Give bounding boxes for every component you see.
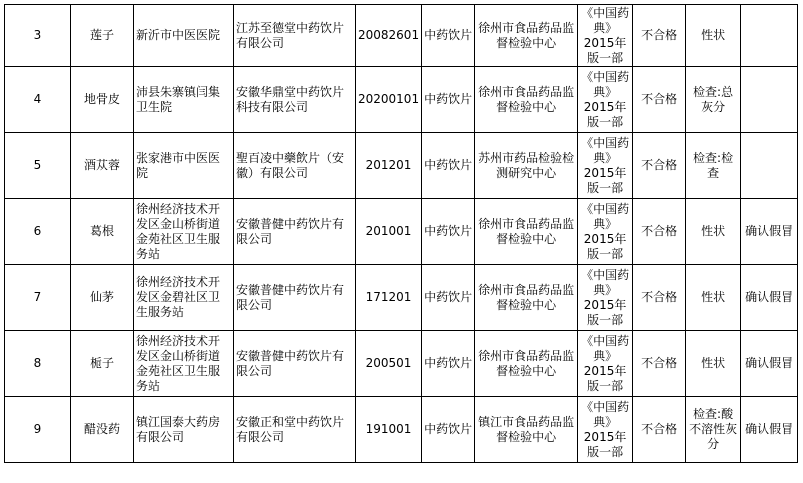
standard-cell: 《中国药典》2015年版一部	[578, 5, 633, 67]
failed-item-cell: 性状	[686, 199, 741, 265]
inspection-agency-cell: 苏州市药品检验检测研究中心	[475, 133, 578, 199]
manufacturer-cell: 聖百凌中藥飲片（安徽）有限公司	[234, 133, 356, 199]
sampled-unit-cell: 新沂市中医医院	[134, 5, 234, 67]
sampled-unit-cell: 张家港市中医医院	[134, 133, 234, 199]
batch-number-cell: 20200101	[356, 67, 422, 133]
drug-name-cell: 莲子	[71, 5, 134, 67]
sampled-unit-cell: 徐州经济技术开发区金山桥街道金苑社区卫生服务站	[134, 331, 234, 397]
table-row	[5, 67, 798, 133]
manufacturer-cell: 安徽普健中药饮片有限公司	[234, 265, 356, 331]
manufacturer-cell: 安徽普健中药饮片有限公司	[234, 199, 356, 265]
row-number-cell: 7	[5, 265, 71, 331]
failed-item-cell: 检查:检查	[686, 133, 741, 199]
sampled-unit-cell: 镇江国泰大药房有限公司	[134, 397, 234, 463]
inspection-agency-cell: 徐州市食品药品监督检验中心	[475, 67, 578, 133]
category-cell: 中药饮片	[422, 67, 475, 133]
table-row	[5, 199, 798, 265]
drug-name-cell: 栀子	[71, 331, 134, 397]
failed-item-cell: 性状	[686, 5, 741, 67]
category-cell: 中药饮片	[422, 5, 475, 67]
row-number-cell: 3	[5, 5, 71, 67]
batch-number-cell: 200501	[356, 331, 422, 397]
sampling-results-table	[4, 4, 798, 463]
category-cell: 中药饮片	[422, 331, 475, 397]
result-cell: 不合格	[633, 5, 686, 67]
drug-name-cell: 仙茅	[71, 265, 134, 331]
manufacturer-cell: 江苏至德堂中药饮片有限公司	[234, 5, 356, 67]
category-cell: 中药饮片	[422, 397, 475, 463]
row-number-cell: 6	[5, 199, 71, 265]
category-cell: 中药饮片	[422, 265, 475, 331]
manufacturer-cell: 安徽华鼎堂中药饮片科技有限公司	[234, 67, 356, 133]
category-cell: 中药饮片	[422, 199, 475, 265]
batch-number-cell: 201001	[356, 199, 422, 265]
standard-cell: 《中国药典》2015年版一部	[578, 265, 633, 331]
batch-number-cell: 201201	[356, 133, 422, 199]
sampled-unit-cell: 徐州经济技术开发区金碧社区卫生服务站	[134, 265, 234, 331]
result-cell: 不合格	[633, 397, 686, 463]
standard-cell: 《中国药典》2015年版一部	[578, 397, 633, 463]
table-row	[5, 5, 798, 67]
standard-cell: 《中国药典》2015年版一部	[578, 199, 633, 265]
category-cell: 中药饮片	[422, 133, 475, 199]
inspection-agency-cell: 徐州市食品药品监督检验中心	[475, 199, 578, 265]
row-number-cell: 8	[5, 331, 71, 397]
failed-item-cell: 检查:总灰分	[686, 67, 741, 133]
failed-item-cell: 性状	[686, 265, 741, 331]
row-number-cell: 9	[5, 397, 71, 463]
note-cell	[741, 133, 798, 199]
note-cell	[741, 5, 798, 67]
sampled-unit-cell: 沛县朱寨镇闫集卫生院	[134, 67, 234, 133]
drug-name-cell: 酒苁蓉	[71, 133, 134, 199]
note-cell	[741, 67, 798, 133]
result-cell: 不合格	[633, 331, 686, 397]
batch-number-cell: 20082601	[356, 5, 422, 67]
result-cell: 不合格	[633, 265, 686, 331]
manufacturer-cell: 安徽正和堂中药饮片有限公司	[234, 397, 356, 463]
table-row	[5, 133, 798, 199]
result-cell: 不合格	[633, 67, 686, 133]
sampled-unit-cell: 徐州经济技术开发区金山桥街道金苑社区卫生服务站	[134, 199, 234, 265]
standard-cell: 《中国药典》2015年版一部	[578, 67, 633, 133]
batch-number-cell: 191001	[356, 397, 422, 463]
row-number-cell: 4	[5, 67, 71, 133]
batch-number-cell: 171201	[356, 265, 422, 331]
standard-cell: 《中国药典》2015年版一部	[578, 133, 633, 199]
standard-cell: 《中国药典》2015年版一部	[578, 331, 633, 397]
note-cell: 确认假冒	[741, 199, 798, 265]
result-cell: 不合格	[633, 133, 686, 199]
drug-name-cell: 地骨皮	[71, 67, 134, 133]
table-row	[5, 265, 798, 331]
manufacturer-cell: 安徽普健中药饮片有限公司	[234, 331, 356, 397]
row-number-cell: 5	[5, 133, 71, 199]
drug-name-cell: 醋没药	[71, 397, 134, 463]
inspection-agency-cell: 徐州市食品药品监督检验中心	[475, 265, 578, 331]
inspection-agency-cell: 镇江市食品药品监督检验中心	[475, 397, 578, 463]
note-cell: 确认假冒	[741, 397, 798, 463]
note-cell: 确认假冒	[741, 331, 798, 397]
failed-item-cell: 性状	[686, 331, 741, 397]
table-body	[5, 5, 798, 463]
inspection-agency-cell: 徐州市食品药品监督检验中心	[475, 5, 578, 67]
failed-item-cell: 检查:酸不溶性灰分	[686, 397, 741, 463]
inspection-agency-cell: 徐州市食品药品监督检验中心	[475, 331, 578, 397]
table-row	[5, 331, 798, 397]
table-row	[5, 397, 798, 463]
note-cell: 确认假冒	[741, 265, 798, 331]
drug-name-cell: 葛根	[71, 199, 134, 265]
result-cell: 不合格	[633, 199, 686, 265]
